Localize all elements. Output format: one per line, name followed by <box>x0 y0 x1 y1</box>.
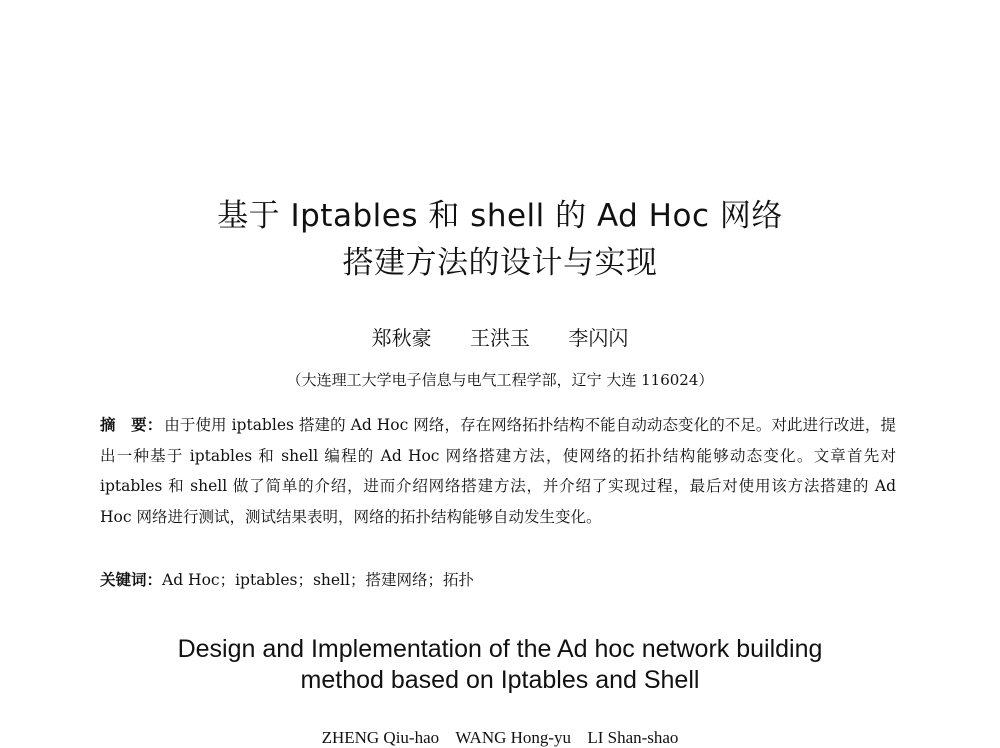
keywords-text: Ad Hoc；iptables；shell；搭建网络；拓扑 <box>162 571 474 589</box>
author-list <box>0 322 1000 351</box>
affiliation: （大连理工大学电子信息与电气工程学部，辽宁 大连 116024） <box>286 371 714 389</box>
author-3: 李闪闪 <box>568 326 629 350</box>
english-author-1: ZHENG Qiu-hao <box>321 728 440 747</box>
chinese-title-line-2: 搭建方法的设计与实现 <box>342 245 658 281</box>
english-title-line-1: Design and Implementation of the Ad hoc network building <box>177 635 823 663</box>
keywords-label: 关键词： <box>100 571 163 589</box>
english-author-list <box>0 728 1000 748</box>
abstract-label: 摘 要： <box>100 416 163 434</box>
chinese-title-line-1: 基于 Iptables 和 shell 的 Ad Hoc 网络 <box>217 198 783 234</box>
abstract <box>100 410 896 532</box>
keywords <box>100 566 896 594</box>
author-2: 王洪玉 <box>470 326 530 350</box>
author-1: 郑秋豪 <box>371 326 432 350</box>
abstract-text: 由于使用 iptables 搭建的 Ad Hoc 网络，存在网络拓扑结构不能自动动态变化的不足。对此进行改进，提出一种基于 iptables 和 shell 编程的 Ad Hoc 网络搭建方法，使网络的拓扑结构能够动态变化。文章首先对 iptables 和 shell 做了简单的介绍，进而介绍网络搭建方法，并介绍了实现过程，最后对使用该方法搭建的 Ad Hoc 网络进行测试，测试结果表明，网络的拓扑结构能够自动发生变化。 <box>100 416 896 526</box>
english-title-line-2: method based on Iptables and Shell <box>300 666 700 694</box>
english-author-3: LI Shan-shao <box>587 728 679 747</box>
english-author-2: WANG Hong-yu <box>455 728 572 747</box>
